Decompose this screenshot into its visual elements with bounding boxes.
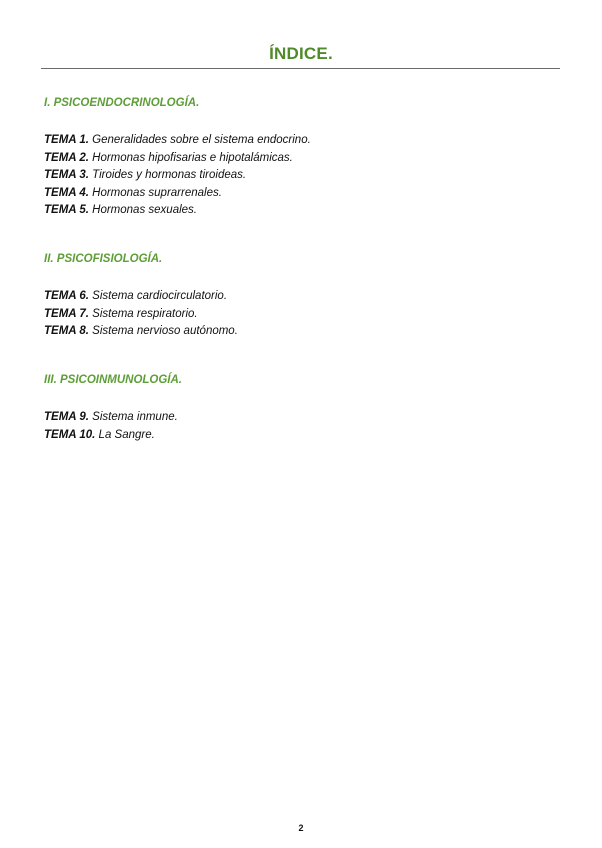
topic-item	[44, 427, 564, 445]
section-heading: I. PSICOENDOCRINOLOGÍA.	[44, 97, 200, 109]
topic-title: Sistema respiratorio.	[92, 307, 198, 320]
topic-label: TEMA 7.	[44, 307, 89, 320]
topic-label: TEMA 2.	[44, 151, 89, 164]
topic-title: Hormonas hipofisarias e hipotalámicas.	[92, 151, 293, 164]
topic-label: TEMA 6.	[44, 290, 89, 302]
topic-label: TEMA 9.	[44, 411, 89, 423]
topic-title: Generalidades sobre el sistema endocrino.	[92, 134, 311, 146]
topic-title: Hormonas sexuales.	[92, 204, 197, 217]
topic-item	[44, 132, 564, 150]
topic-item	[44, 185, 564, 203]
page-number: 2	[298, 823, 304, 833]
page-title: ÍNDICE.	[269, 44, 333, 63]
topic-item	[44, 323, 564, 341]
topic-title: Tiroides y hormonas tiroideas.	[92, 169, 247, 182]
topic-item	[44, 409, 564, 427]
topic-item	[44, 306, 564, 324]
topic-label: TEMA 3.	[44, 169, 89, 182]
topic-title: Sistema cardiocirculatorio.	[92, 290, 228, 302]
topic-list	[44, 288, 564, 341]
topic-item	[44, 288, 564, 306]
title-divider	[41, 68, 560, 69]
topic-title: La Sangre.	[98, 428, 155, 441]
topic-list	[44, 409, 564, 444]
topic-item	[44, 150, 564, 168]
topic-label: TEMA 5.	[44, 204, 89, 217]
topic-label: TEMA 4.	[44, 186, 89, 199]
topic-item	[44, 167, 564, 185]
topic-label: TEMA 10.	[44, 428, 96, 441]
topic-title: Sistema inmune.	[92, 411, 178, 423]
topic-label: TEMA 8.	[44, 325, 89, 338]
section-psicoendocrinologia	[44, 96, 564, 220]
section-heading: III. PSICOINMUNOLOGÍA.	[44, 374, 183, 386]
topic-item	[44, 202, 564, 220]
section-psicofisiologia	[44, 252, 564, 341]
topic-title: Hormonas suprarrenales.	[92, 186, 222, 199]
topic-title: Sistema nervioso autónomo.	[92, 325, 238, 338]
section-psicoinmunologia	[44, 373, 564, 444]
topic-list	[44, 132, 564, 220]
topic-label: TEMA 1.	[44, 134, 89, 146]
section-heading: II. PSICOFISIOLOGÍA.	[44, 253, 163, 265]
